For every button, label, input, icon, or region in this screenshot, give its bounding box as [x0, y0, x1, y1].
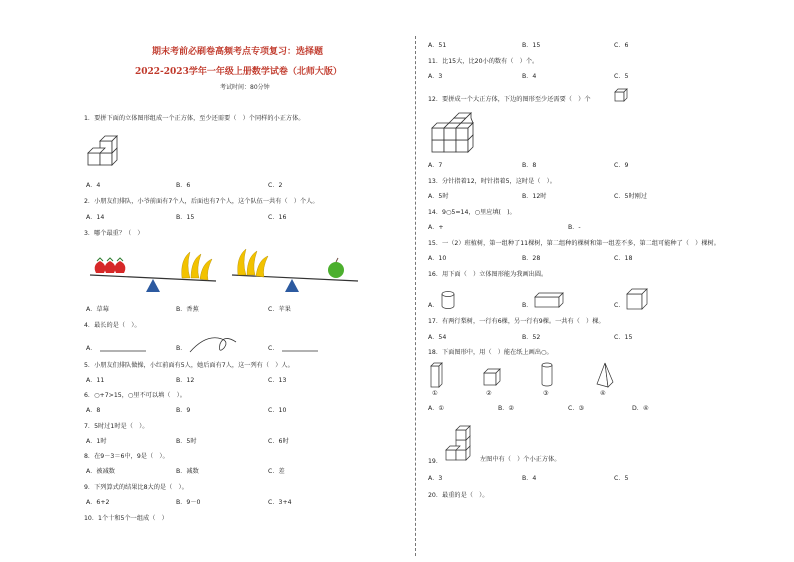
cube-icon	[614, 88, 628, 102]
q17-option-c[interactable]: C．15	[614, 334, 633, 341]
q18-option-c[interactable]: C．③	[568, 405, 585, 412]
cylinder-icon	[540, 362, 554, 388]
q19-number: 19．	[428, 458, 443, 465]
q2-option-c[interactable]: C．16	[268, 214, 287, 221]
q13-option-b[interactable]: B．12时	[522, 193, 547, 200]
banana-icon	[238, 249, 268, 277]
question-15: 15．一（2）班植树，第一组种了11棵树，第二组种的棵树和第一组差不多，第二组可能种了（ ）棵树。	[428, 240, 720, 247]
q9-option-b[interactable]: B．9－0	[176, 499, 201, 506]
question-1: 1．要拼下面的立体图形组成一个正方体，至少还需要（ ）个同样的小正方体。	[84, 115, 305, 122]
cube-stack-icon	[86, 131, 126, 171]
question-4: 4．最长的是（ ）。	[84, 322, 141, 329]
straight-line	[100, 349, 148, 353]
cylinder-icon	[440, 290, 456, 310]
q4-option-b[interactable]: B．	[176, 345, 187, 352]
q12-option-a[interactable]: A．7	[428, 162, 443, 169]
q15-option-a[interactable]: A．10	[428, 255, 447, 262]
curved-line	[190, 334, 240, 354]
q18-label-4: ④	[600, 390, 606, 397]
q2-option-a[interactable]: A．14	[86, 214, 105, 221]
q18-label-3: ③	[543, 390, 549, 397]
q9-option-c[interactable]: C．3+4	[268, 499, 292, 506]
q18-label-1: ①	[432, 390, 438, 397]
q18-option-b[interactable]: B．②	[498, 405, 514, 412]
balance-scale-icon	[88, 248, 218, 294]
q11-option-b[interactable]: B．4	[522, 73, 537, 80]
q11-option-a[interactable]: A．3	[428, 73, 443, 80]
q4-option-c[interactable]: C．	[268, 345, 279, 352]
q19-option-c[interactable]: C．5	[614, 475, 629, 482]
q8-option-a[interactable]: A．被减数	[86, 468, 115, 475]
apple-icon	[328, 258, 344, 278]
balance-scale-icon	[230, 248, 360, 294]
page-subtitle: 2022-2023学年一年级上册数学试卷（北师大版）	[135, 67, 342, 77]
q8-option-c[interactable]: C．差	[268, 468, 285, 475]
q6-option-a[interactable]: A．8	[86, 407, 101, 414]
q7-option-c[interactable]: C．6时	[268, 438, 289, 445]
q5-option-b[interactable]: B．12	[176, 377, 195, 384]
question-13: 13．分针指着12，时针指着5，这时是（ ）。	[428, 178, 556, 185]
cube-stack-icon	[430, 110, 478, 156]
q9-option-a[interactable]: A．6+2	[86, 499, 110, 506]
banana-icon	[182, 252, 212, 280]
q16-option-c[interactable]: C．	[614, 302, 625, 309]
q1-option-a[interactable]: A．4	[86, 182, 101, 189]
cube-icon	[626, 288, 648, 310]
q10-option-b[interactable]: B．15	[522, 42, 541, 49]
exam-time: 考试时间：80分钟	[220, 84, 270, 91]
q6-option-b[interactable]: B．9	[176, 407, 191, 414]
q15-option-b[interactable]: B．28	[522, 255, 541, 262]
q18-option-d[interactable]: D．④	[632, 405, 649, 412]
q8-option-b[interactable]: B．减数	[176, 468, 199, 475]
question-20: 20．最重的是（ ）。	[428, 492, 489, 499]
question-8: 8．在9－3＝6中，9是（ ）。	[84, 453, 169, 460]
q1-option-b[interactable]: B．6	[176, 182, 191, 189]
q19-option-a[interactable]: A．3	[428, 475, 443, 482]
q18-label-2: ②	[486, 390, 492, 397]
q18-option-a[interactable]: A．①	[428, 405, 444, 412]
question-16: 16．用下面（ ）立体图形能为我画出圆。	[428, 271, 548, 278]
q3-option-a[interactable]: A．草莓	[86, 306, 109, 313]
q15-option-c[interactable]: C．18	[614, 255, 633, 262]
question-12: 12．要拼成一个大正方体，下边的图形至少还需要（ ）个	[428, 96, 591, 103]
q11-option-c[interactable]: C．5	[614, 73, 629, 80]
q12-option-b[interactable]: B．8	[522, 162, 537, 169]
q19-option-b[interactable]: B．4	[522, 475, 537, 482]
question-17: 17．有两行梨树，一行有6棵，另一行有9棵。一共有（ ）棵。	[428, 318, 605, 325]
question-6: 6．○+7>15，○里不可以填（ ）。	[84, 392, 186, 399]
q12-option-c[interactable]: C．9	[614, 162, 629, 169]
question-7: 7．5时过1时是（ ）。	[84, 423, 149, 430]
q13-option-c[interactable]: C．5时刚过	[614, 193, 648, 200]
question-11: 11．比15大，比20小的数有（ ）个。	[428, 58, 539, 65]
cube-icon	[483, 368, 501, 386]
q17-option-a[interactable]: A．54	[428, 334, 447, 341]
q1-option-c[interactable]: C．2	[268, 182, 283, 189]
q3-option-c[interactable]: C．苹果	[268, 306, 291, 313]
question-14: 14．9○5=14，○里应填( )。	[428, 209, 516, 216]
q14-option-b[interactable]: B．-	[568, 224, 581, 231]
q4-option-a[interactable]: A．	[86, 345, 97, 352]
question-18: 18．下面图形中，用（ ）能在纸上画出○。	[428, 349, 553, 356]
question-5: 5．小朋友们排队做操，小红前面有5人，她后面有7人，这一列有（ ）人。	[84, 362, 294, 369]
q14-option-a[interactable]: A．+	[428, 224, 444, 231]
q5-option-c[interactable]: C．13	[268, 377, 287, 384]
pyramid-icon	[596, 362, 614, 388]
strawberry-icon	[95, 258, 126, 273]
question-10: 10．1个十和5个一组成（ ）	[84, 515, 168, 522]
straight-line	[282, 349, 320, 353]
column-divider	[415, 36, 416, 556]
page-title: 期末考前必刷卷高频考点专项复习：选择题	[152, 47, 324, 57]
q5-option-a[interactable]: A．11	[86, 377, 105, 384]
q10-option-a[interactable]: A．51	[428, 42, 447, 49]
cuboid-icon	[534, 292, 564, 308]
q13-option-a[interactable]: A．5时	[428, 193, 449, 200]
question-9: 9．下列算式的结果比8大的是（ ）。	[84, 484, 188, 491]
q16-option-b[interactable]: B．	[522, 302, 533, 309]
q7-option-a[interactable]: A．1时	[86, 438, 107, 445]
cube-stack-icon	[444, 424, 478, 464]
q10-option-c[interactable]: C．6	[614, 42, 629, 49]
question-3: 3．哪个最重？（ ）	[84, 230, 144, 237]
question-2: 2．小朋友们排队，小爷前面有7个人，后面也有7个人，这个队伍一共有（ ）个人。	[84, 198, 319, 205]
q2-option-b[interactable]: B．15	[176, 214, 195, 221]
q17-option-b[interactable]: B．52	[522, 334, 541, 341]
q7-option-b[interactable]: B．5时	[176, 438, 197, 445]
tall-cuboid-icon	[430, 362, 444, 388]
q3-option-b[interactable]: B．香蕉	[176, 306, 199, 313]
q6-option-c[interactable]: C．10	[268, 407, 287, 414]
question-19: 左图中有（ ）个小正方体。	[480, 456, 561, 463]
q16-option-a[interactable]: A．	[428, 302, 439, 309]
